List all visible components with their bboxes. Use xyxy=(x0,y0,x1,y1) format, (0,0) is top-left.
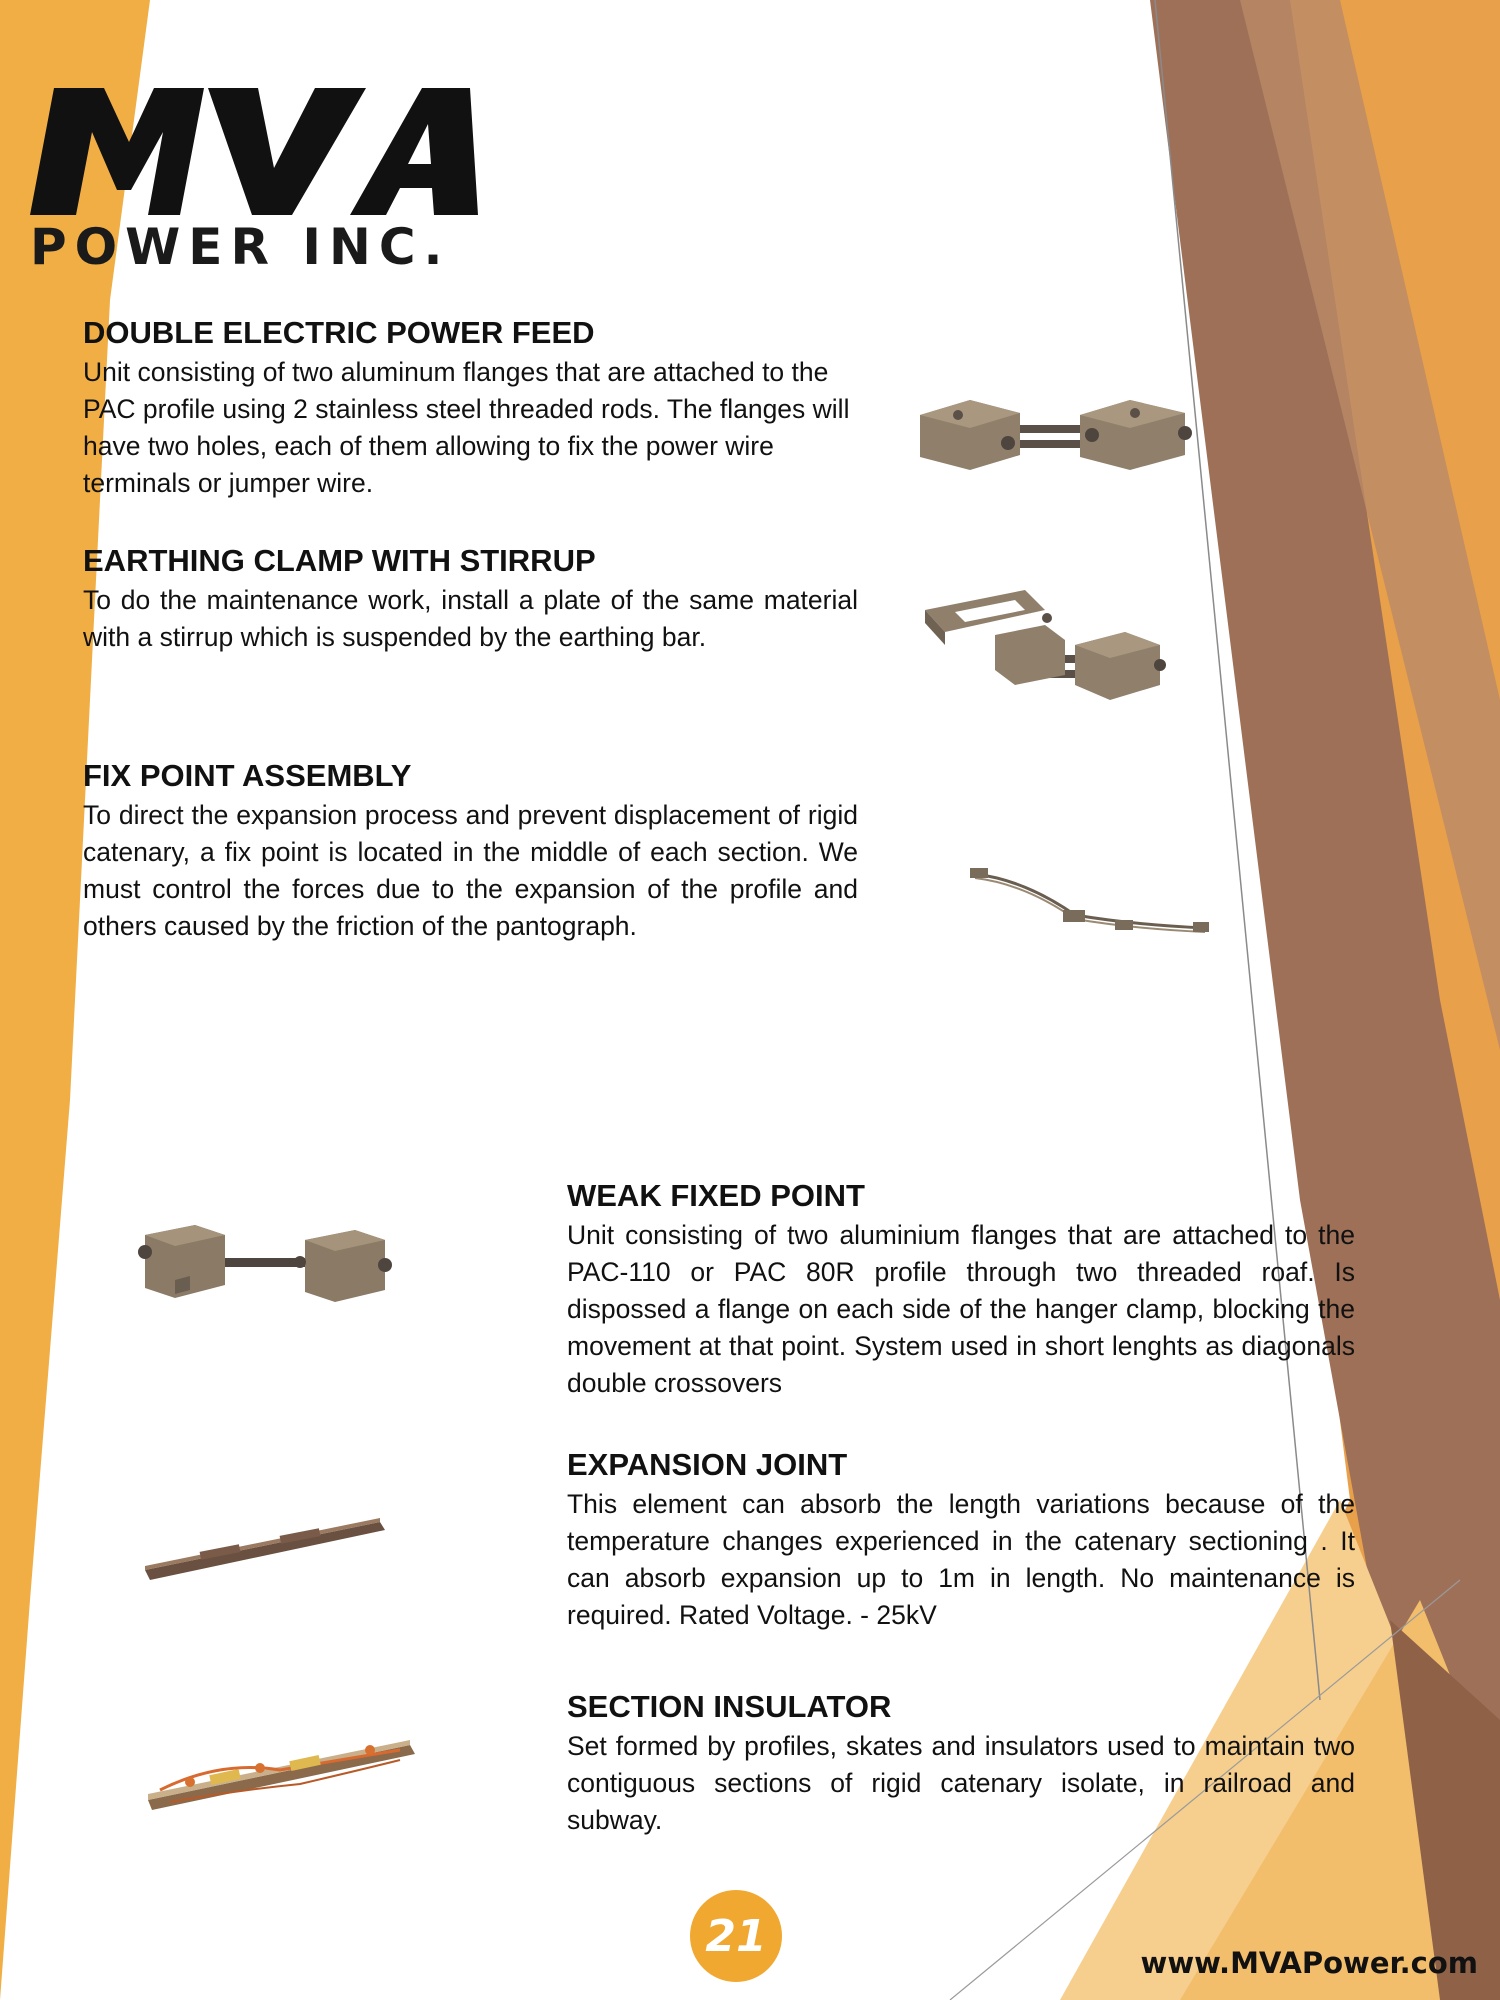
section-double-electric-power-feed xyxy=(83,314,858,502)
section-body: Unit consisting of two aluminium flanges that are attached to the PAC-110 or PAC 80R profile through two threaded roaf. Is dispossed a flange on each side of the hanger clamp, blocking the movement at that point. System used in short lenghts as diagonals double crossovers xyxy=(567,1220,1355,1398)
section-body: To direct the expansion process and prevent displacement of rigid catenary, a fix point is located in the middle of each section. We must control the forces due to the expansion of the profile and others caused by the friction of the pantograph. xyxy=(83,800,858,941)
section-title: EXPANSION JOINT xyxy=(567,1447,848,1482)
weak-fixed-point-image xyxy=(130,1210,410,1330)
section-title: DOUBLE ELECTRIC POWER FEED xyxy=(83,315,595,350)
section-section-insulator xyxy=(567,1688,1355,1839)
section-body: Unit consisting of two aluminum flanges that are attached to the PAC profile using 2 stainless steel threaded rods. The flanges will have two holes, each of them allowing to fix the power wire terminals or jumper wire. xyxy=(83,357,850,498)
section-weak-fixed-point xyxy=(567,1177,1355,1402)
section-title: EARTHING CLAMP WITH STIRRUP xyxy=(83,543,596,578)
section-body: Set formed by profiles, skates and insulators used to maintain two contiguous sections of rigid catenary isolate, in railroad and subway. xyxy=(567,1731,1355,1835)
section-title: SECTION INSULATOR xyxy=(567,1689,892,1724)
fix-point-assembly-image xyxy=(965,860,1215,950)
section-title: FIX POINT ASSEMBLY xyxy=(83,758,412,793)
earthing-clamp-image xyxy=(915,570,1175,720)
double-power-feed-image xyxy=(910,385,1200,485)
section-insulator-image xyxy=(140,1720,420,1820)
section-body: This element can absorb the length variations because of the temperature changes experienced in the catenary sectioning . It can absorb expansion up to 1m in length. No maintenance is required. Rated Voltage. - 25kV xyxy=(567,1489,1355,1630)
section-expansion-joint xyxy=(567,1446,1355,1634)
website-url[interactable]: www.MVAPower.com xyxy=(1140,1946,1478,1980)
page-number-badge xyxy=(690,1890,782,1982)
section-earthing-clamp-with-stirrup xyxy=(83,542,858,656)
section-body: To do the maintenance work, install a plate of the same material with a stirrup which is suspended by the earthing bar. xyxy=(83,585,858,652)
section-title: WEAK FIXED POINT xyxy=(567,1178,865,1213)
section-fix-point-assembly xyxy=(83,757,858,945)
page-number: 21 xyxy=(705,1910,767,1962)
mva-logo-mark xyxy=(30,80,500,230)
expansion-joint-image xyxy=(140,1510,390,1590)
company-logo xyxy=(30,80,500,276)
logo-subtitle: POWER INC. xyxy=(30,218,451,276)
